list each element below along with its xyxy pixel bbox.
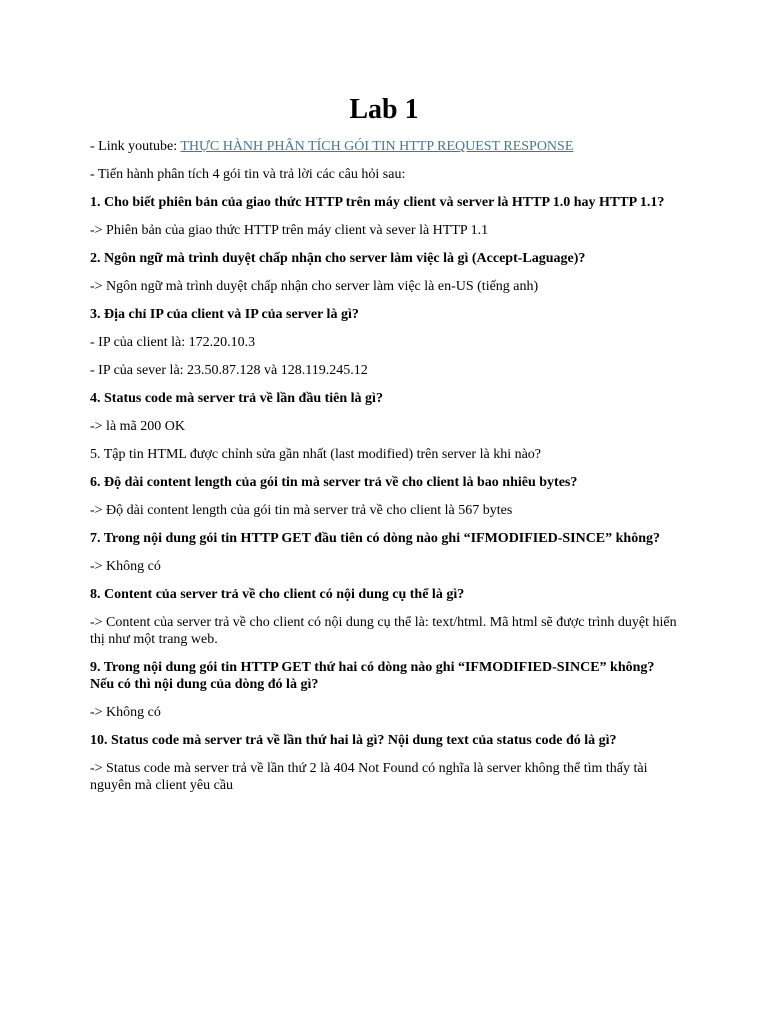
document-page (90, 92, 678, 805)
answer-7: -> Không có (90, 559, 161, 574)
document-title: Lab 1 (349, 94, 419, 125)
question-4: 4. Status code mà server trả về lần đầu tiên là gì? (90, 391, 383, 406)
answer-3-server-ip: - IP của sever là: 23.50.87.128 và 128.119.245.12 (90, 363, 368, 378)
question-2: 2. Ngôn ngữ mà trình duyệt chấp nhận cho server làm việc là gì (Accept-Laguage)? (90, 251, 586, 266)
question-5: 5. Tập tin HTML được chỉnh sửa gần nhất (last modified) trên server là khi nào? (90, 447, 542, 462)
question-9: 9. Trong nội dung gói tin HTTP GET thứ hai có dòng nào ghi “IFMODIFIED-SINCE” không? Nếu có thì nội dung của dòng đó là gì? (90, 660, 655, 692)
answer-2: -> Ngôn ngữ mà trình duyệt chấp nhận cho server làm việc là en-US (tiếng anh) (90, 279, 539, 294)
question-1: 1. Cho biết phiên bản của giao thức HTTP trên máy client và server là HTTP 1.0 hay HTTP 1.1? (90, 195, 665, 210)
answer-6: -> Độ dài content length của gói tin mà server trả về cho client là 567 bytes (90, 503, 513, 518)
question-7: 7. Trong nội dung gói tin HTTP GET đầu tiên có dòng nào ghi “IFMODIFIED-SINCE” không? (90, 531, 661, 546)
answer-3-client-ip: - IP của client là: 172.20.10.3 (90, 335, 256, 350)
intro-text: - Tiến hành phân tích 4 gói tin và trả lời các câu hỏi sau: (90, 167, 406, 182)
question-8: 8. Content của server trả về cho client có nội dung cụ thể là gì? (90, 587, 465, 602)
youtube-link[interactable]: THỰC HÀNH PHÂN TÍCH GÓI TIN HTTP REQUEST RESPONSE (180, 139, 574, 154)
answer-4: -> là mã 200 OK (90, 419, 185, 434)
question-10: 10. Status code mà server trả về lần thứ hai là gì? Nội dung text của status code đó là gì? (90, 733, 617, 748)
answer-1: -> Phiên bản của giao thức HTTP trên máy client và sever là HTTP 1.1 (90, 223, 489, 238)
answer-10: -> Status code mà server trả về lần thứ 2 là 404 Not Found có nghĩa là server không thể tìm thấy tài nguyên mà client yêu cầu (90, 761, 648, 793)
youtube-link-line (90, 138, 678, 155)
question-3: 3. Địa chỉ IP của client và IP của server là gì? (90, 307, 359, 322)
link-prefix: - Link youtube: (90, 139, 181, 154)
answer-9: -> Không có (90, 705, 161, 720)
answer-8: -> Content của server trả về cho client có nội dung cụ thể là: text/html. Mã html sẽ được trình duyệt hiển thị như một trang web. (90, 615, 677, 647)
question-6: 6. Độ dài content length của gói tin mà server trả về cho client là bao nhiêu bytes? (90, 475, 578, 490)
